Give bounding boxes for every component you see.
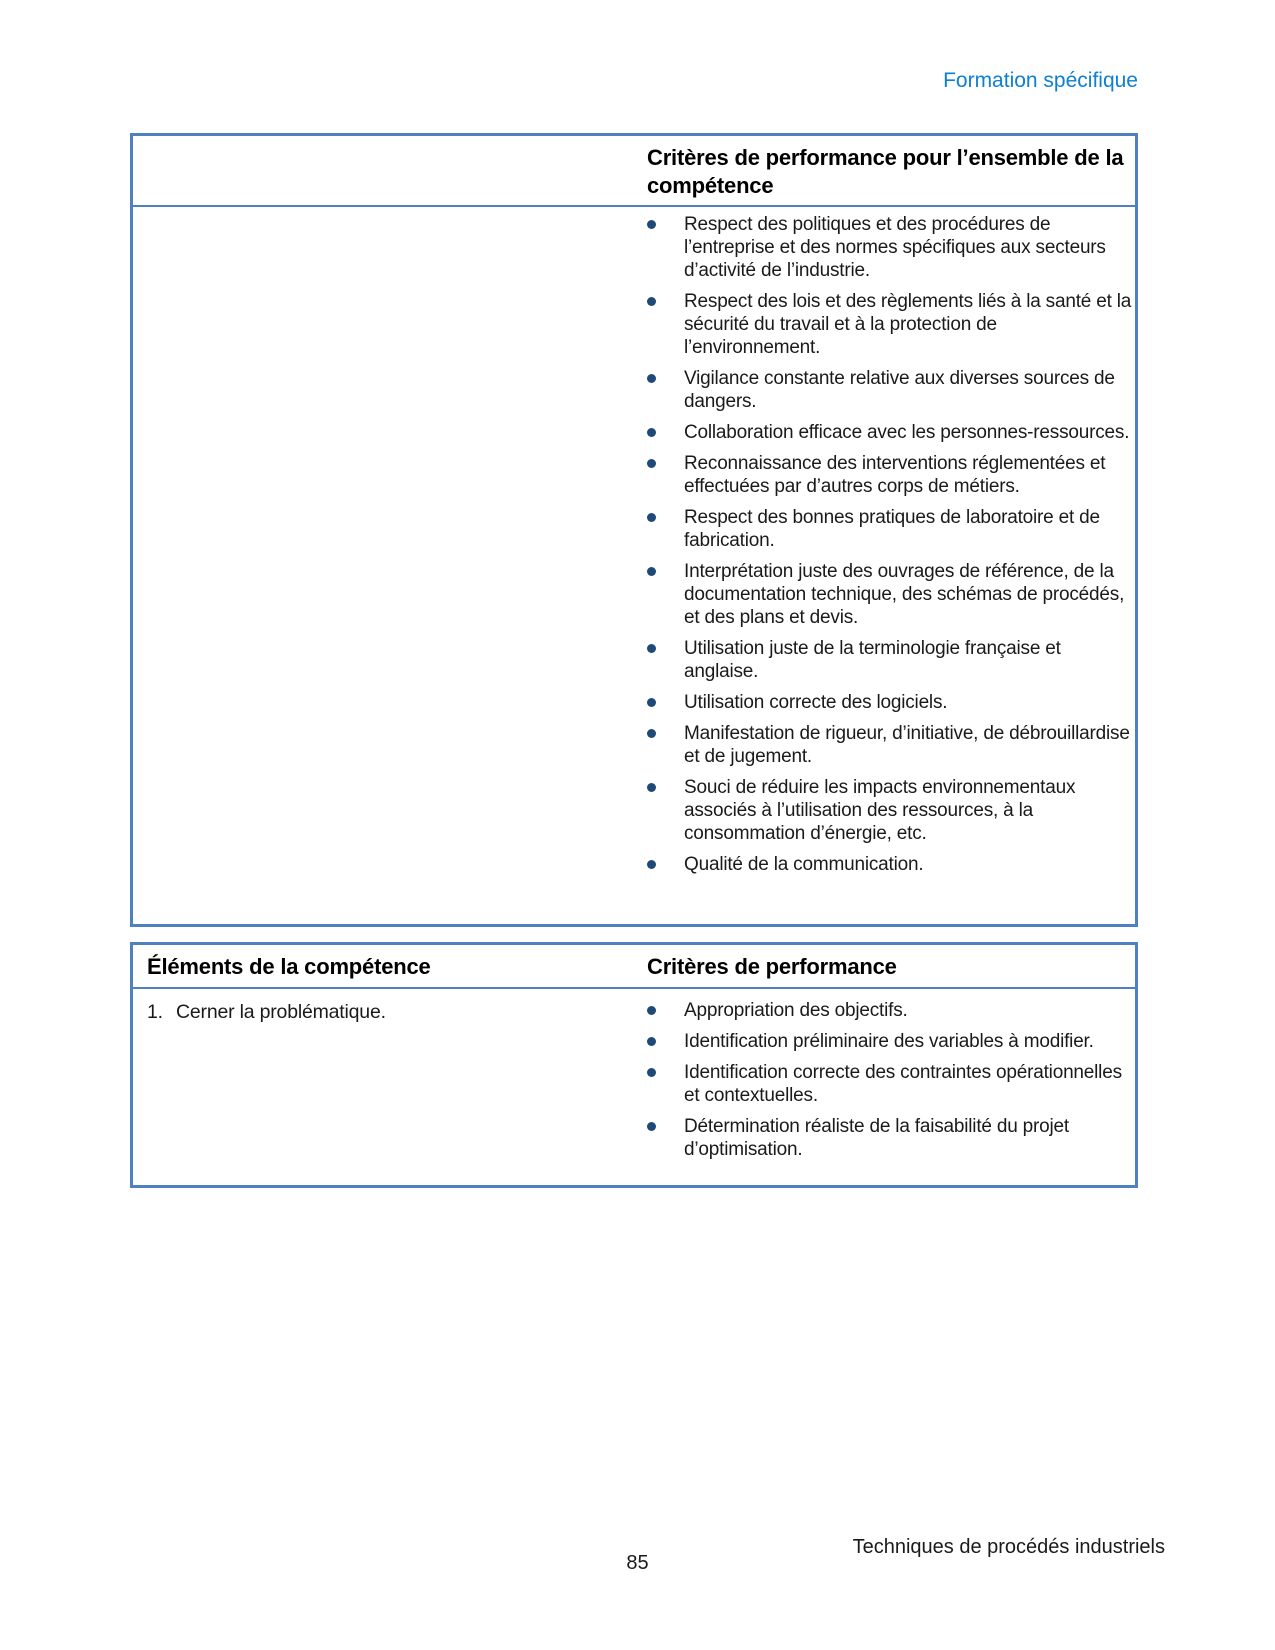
overall-criteria-list: [647, 213, 1133, 876]
criterion-item: [647, 853, 1133, 876]
bullet-icon: [647, 1037, 656, 1046]
overall-criteria-table: [130, 133, 1138, 927]
criterion-text: Identification préliminaire des variables à modifier.: [684, 1031, 1094, 1052]
bullet-icon: [647, 567, 656, 576]
criterion-item: [647, 691, 1133, 714]
criterion-item: [647, 776, 1133, 845]
criterion-text: Vigilance constante relative aux diverses sources de dangers.: [684, 368, 1115, 412]
criterion-item: [647, 637, 1133, 683]
criterion-text: Souci de réduire les impacts environnementaux associés à l’utilisation des ressources, à la consommation d’énergie, etc.: [684, 777, 1076, 844]
criterion-text: Respect des lois et des règlements liés à la santé et la sécurité du travail et à la protection de l’environnement.: [684, 291, 1132, 358]
criterion-text: Respect des politiques et des procédures de l’entreprise et des normes spécifiques aux secteurs d’activité de l’industrie.: [684, 214, 1106, 281]
bullet-icon: [647, 1122, 656, 1131]
bullet-icon: [647, 374, 656, 383]
bullet-icon: [647, 860, 656, 869]
section-label: Formation spécifique: [943, 69, 1138, 92]
criterion-item: [647, 999, 1133, 1022]
bullet-icon: [647, 729, 656, 738]
criterion-item: [647, 1061, 1133, 1107]
criterion-text: Utilisation juste de la terminologie française et anglaise.: [684, 638, 1061, 682]
elements-table-row: [133, 989, 1135, 1184]
criterion-text: Utilisation correcte des logiciels.: [684, 692, 948, 713]
bullet-icon: [647, 1006, 656, 1015]
footer-page-number: 85: [626, 1552, 649, 1574]
overall-criteria-heading: Critères de performance pour l’ensemble de la compétence: [647, 145, 1124, 198]
criterion-text: Qualité de la communication.: [684, 854, 924, 875]
bullet-icon: [647, 1068, 656, 1077]
criterion-text: Identification correcte des contraintes opérationnelles et contextuelles.: [684, 1062, 1122, 1106]
bullet-icon: [647, 220, 656, 229]
bullet-icon: [647, 428, 656, 437]
elements-table-header: [133, 945, 1135, 989]
criterion-item: [647, 722, 1133, 768]
bullet-icon: [647, 698, 656, 707]
elements-table: [130, 942, 1138, 1188]
criteria-cell: [133, 999, 1135, 1161]
criterion-text: Interprétation juste des ouvrages de référence, de la documentation technique, des schémas de procédés, et des plans et devis.: [684, 561, 1125, 628]
bullet-icon: [647, 644, 656, 653]
overall-criteria-table-header: [133, 136, 1135, 207]
footer-program-title: Techniques de procédés industriels: [852, 1536, 1165, 1558]
performance-criteria-column-heading: Critères de performance: [647, 954, 897, 979]
criterion-text: Appropriation des objectifs.: [684, 1000, 908, 1021]
overall-criteria-table-body: [133, 207, 1135, 919]
criterion-item: [647, 1030, 1133, 1053]
bullet-icon: [647, 297, 656, 306]
criterion-item: [647, 421, 1133, 444]
criterion-text: Détermination réaliste de la faisabilité du projet d’optimisation.: [684, 1116, 1069, 1160]
criterion-item: [647, 290, 1133, 359]
element-criteria-list: [647, 999, 1133, 1161]
criterion-item: [647, 506, 1133, 552]
criterion-item: [647, 452, 1133, 498]
bullet-icon: [647, 513, 656, 522]
element-text: Cerner la problématique.: [176, 1001, 386, 1023]
criterion-text: Manifestation de rigueur, d’initiative, de débrouillardise et de jugement.: [684, 723, 1130, 767]
criterion-text: Reconnaissance des interventions réglementées et effectuées par d’autres corps de métiers.: [684, 453, 1106, 497]
criterion-item: [647, 560, 1133, 629]
criterion-text: Collaboration efficace avec les personnes-ressources.: [684, 422, 1130, 443]
element-number: 1.: [147, 1001, 163, 1023]
criterion-item: [647, 1115, 1133, 1161]
elements-column-heading: Éléments de la compétence: [147, 954, 431, 979]
criterion-item: [647, 367, 1133, 413]
bullet-icon: [647, 459, 656, 468]
bullet-icon: [647, 783, 656, 792]
criterion-item: [647, 213, 1133, 282]
criterion-text: Respect des bonnes pratiques de laboratoire et de fabrication.: [684, 507, 1100, 551]
